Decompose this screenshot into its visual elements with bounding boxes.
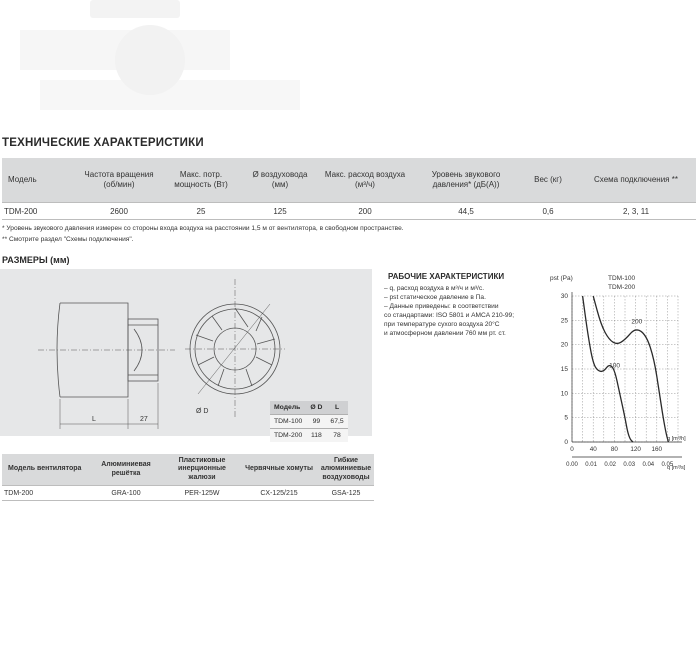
dim-header: L (326, 401, 347, 415)
acc-header: Модель вентилятора (2, 454, 88, 486)
x-tick-label: 120 (630, 446, 641, 453)
acc-cell: GRA-100 (88, 486, 164, 501)
x2-tick-label: 0.03 (623, 462, 636, 468)
list-item: и атмосферном давлении 760 мм рт. ст. (384, 330, 506, 338)
list-item: – pst статическое давление в Па. (384, 294, 486, 302)
dim-cell: TDM-100 (270, 415, 306, 429)
x2-tick-label: 0.04 (642, 462, 655, 468)
footnote-wiring: ** Смотрите раздел "Схемы подключения". (2, 236, 134, 243)
accessories-table (2, 454, 374, 501)
spec-header: Схема подключения ** (576, 158, 696, 203)
x-axis-label: q [m³/h] (667, 436, 686, 442)
spec-cell: 2, 3, 11 (576, 203, 696, 220)
performance-notes (384, 284, 544, 339)
x-tick-label: 40 (589, 446, 597, 453)
flange-label: 27 (140, 416, 148, 423)
dimensions-title: РАЗМЕРЫ (мм) (2, 255, 70, 265)
spec-header-row (2, 158, 696, 203)
y-axis-label: pst (Pa) (550, 275, 573, 282)
spec-cell: 44,5 (412, 203, 520, 220)
spec-header: Вес (кг) (520, 158, 576, 203)
table-row (2, 203, 696, 220)
table-row (2, 486, 374, 501)
acc-header-row (2, 454, 374, 486)
spec-cell: 25 (160, 203, 242, 220)
x2-tick-label: 0.05 (661, 462, 674, 468)
x2-tick-label: 0.00 (566, 462, 578, 468)
dim-cell: 67,5 (326, 415, 347, 429)
x2-axis-label: q [m³/s] (667, 465, 686, 471)
dim-cell: 99 (306, 415, 326, 429)
legend-entry: TDM-100 (608, 275, 636, 282)
x-tick-label: 0 (570, 446, 574, 453)
x2-tick-label: 0.02 (604, 462, 617, 468)
table-row (270, 429, 348, 443)
y-tick-label: 30 (560, 293, 568, 300)
acc-header: Гибкие алюминиевые воздуховоды (318, 454, 374, 486)
y-tick-label: 10 (560, 390, 568, 398)
performance-chart (548, 270, 698, 475)
dim-header: Модель (270, 401, 306, 415)
x-tick-label: 80 (610, 446, 618, 453)
spec-header: Частота вращения (об/мин) (78, 158, 160, 203)
spec-cell: 125 (242, 203, 318, 220)
legend-entry: TDM-200 (608, 284, 636, 291)
acc-header: Алюминиевая решётка (88, 454, 164, 486)
spec-cell: 200 (318, 203, 412, 220)
y-tick-labels (561, 293, 569, 446)
spec-header: Макс. потр. мощность (Вт) (160, 158, 242, 203)
series-label: 200 (631, 318, 643, 326)
acc-cell: CX-125/215 (240, 486, 318, 501)
list-item: – Данные приведены: в соответствии (384, 303, 499, 311)
list-item: при температуре сухого воздуха 20°С (384, 321, 500, 329)
page-title: ТЕХНИЧЕСКИЕ ХАРАКТЕРИСТИКИ (2, 137, 204, 149)
spec-cell: TDM-200 (2, 203, 78, 220)
list-item: – q, расход воздуха в м³/ч и м³/с. (384, 285, 485, 292)
dim-header: Ø D (306, 401, 326, 415)
series-label: 100 (609, 362, 620, 370)
dimension-table (270, 401, 348, 442)
spec-header: Макс. расход воздуха (м³/ч) (318, 158, 412, 203)
length-label: L (92, 416, 96, 423)
spec-cell: 2600 (78, 203, 160, 220)
acc-cell: GSA-125 (318, 486, 374, 501)
list-item: со стандартами: ISO 5801 и AMCA 210-99; (384, 312, 515, 320)
spec-table (2, 158, 696, 220)
fan-side-view (38, 303, 175, 429)
spec-header: Ø воздуховода (мм) (242, 158, 318, 203)
y-tick-label: 0 (564, 439, 568, 446)
dim-cell: 78 (326, 429, 347, 443)
spec-header: Уровень звукового давления* (дБ(А)) (412, 158, 520, 203)
acc-cell: TDM-200 (2, 486, 88, 501)
chart-curves (583, 296, 669, 442)
table-row (270, 415, 348, 429)
dim-cell: 118 (306, 429, 326, 443)
fan-front-view (185, 279, 285, 419)
diameter-label: Ø D (196, 408, 209, 415)
spec-cell: 0,6 (520, 203, 576, 220)
x2-tick-label: 0.01 (585, 462, 597, 468)
y-tick-label: 20 (560, 341, 568, 349)
y-tick-label: 5 (564, 414, 568, 422)
y-tick-label: 15 (560, 366, 568, 373)
dim-cell: TDM-200 (270, 429, 306, 443)
background-watermark (0, 0, 330, 120)
x-tick-label: 160 (651, 446, 663, 453)
x2-tick-labels (566, 462, 674, 468)
performance-title: РАБОЧИЕ ХАРАКТЕРИСТИКИ (388, 272, 505, 281)
acc-header: Пластиковые инерционные жалюзи (164, 454, 240, 486)
x-tick-labels (570, 446, 662, 453)
dim-header-row (270, 401, 348, 415)
acc-cell: PER-125W (164, 486, 240, 501)
y-tick-label: 25 (560, 317, 568, 325)
acc-header: Червячные хомуты (240, 454, 318, 486)
footnote-sound: * Уровень звукового давления измерен со стороны входа воздуха на расстоянии 1,5 м от вентилятора, в свободном пространстве. (2, 225, 404, 232)
spec-header: Модель (2, 158, 78, 203)
